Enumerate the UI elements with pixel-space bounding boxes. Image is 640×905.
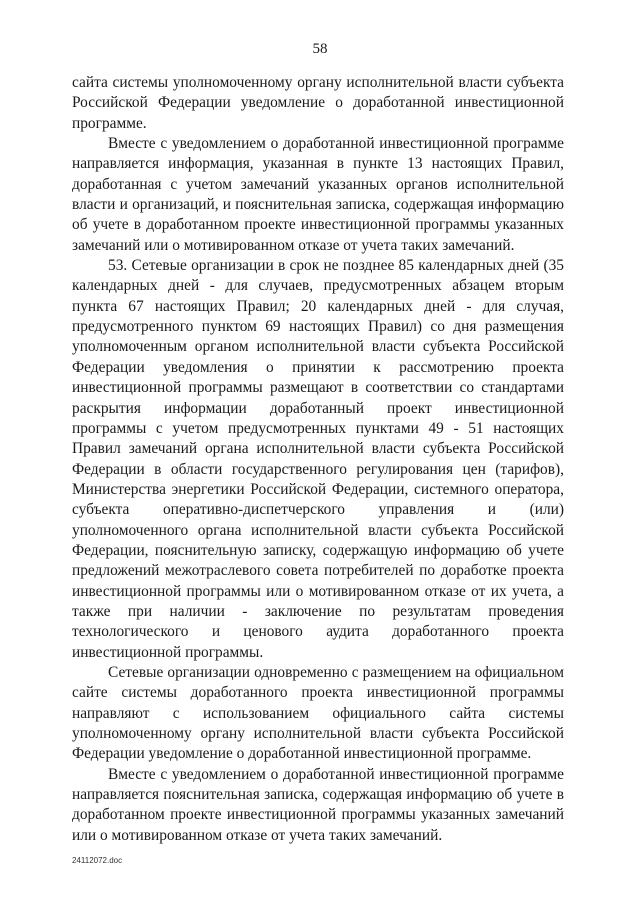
- paragraph-clause-53: 53. Сетевые организации в срок не позднее 85 календарных дней (35 календарных дней - для случаев, предусмотренных абзацем вторым пункта 67 настоящих Правил; 20 календарных дней - для случая, предусмотренного пунктом 69 настоящих Правил) со дня размещения уполномоченным органом исполнительной власти субъекта Российской Федерации уведомления о принятии к рассмотрению проекта инвестиционной программы размещают в соответствии со стандартами раскрытия информации доработанный проект инвестиционной программы с учетом предусмотренных пунктами 49 - 51 настоящих Правил замечаний органа исполнительной власти субъекта Российской Федерации в области государственного регулирования цен (тарифов), Министерства энергетики Российской Федерации, системного оператора, субъекта оперативно-диспетчерского управления и (или) уполномоченного органа исполнительной власти субъекта Российской Федерации, пояснительную записку, содержащую информацию об учете предложений межотраслевого совета потребителей по доработке проекта инвестиционной программы или о мотивированном отказе от их учета, а также при наличии - заключение по результатам проведения технологического и ценового аудита доработанного проекта инвестиционной программы.: [72, 257, 564, 661]
- document-body: [72, 73, 564, 846]
- paragraph-explanatory-note: Вместе с уведомлением о доработанной инвестиционной программе направляется пояснительная записка, содержащая информацию об учете в доработанном проекте инвестиционной программы указанных замечаний или о мотивированном отказе от учета таких замечаний.: [72, 765, 564, 844]
- paragraph-continuation: сайта системы уполномоченному органу исполнительной власти субъекта Российской Федерации уведомление о доработанной инвестиционной программе.: [72, 74, 564, 132]
- paragraph-notification-info: Вместе с уведомлением о доработанной инвестиционной программе направляется информация, указанная в пункте 13 настоящих Правил, доработанная с учетом замечаний указанных органов исполнительной власти и организаций, и пояснительная записка, содержащая информацию об учете в доработанном проекте инвестиционной программы указанных замечаний или о мотивированном отказе от учета таких замечаний.: [72, 135, 564, 254]
- file-name-footer: 24112072.doc: [72, 856, 123, 865]
- paragraph-publication: Сетевые организации одновременно с размещением на официальном сайте системы доработанного проекта инвестиционной программы направляют с использованием официального сайта системы уполномоченному органу исполнительной власти субъекта Российской Федерации уведомление о доработанной инвестиционной программе.: [72, 663, 564, 763]
- page-number: 58: [312, 41, 328, 57]
